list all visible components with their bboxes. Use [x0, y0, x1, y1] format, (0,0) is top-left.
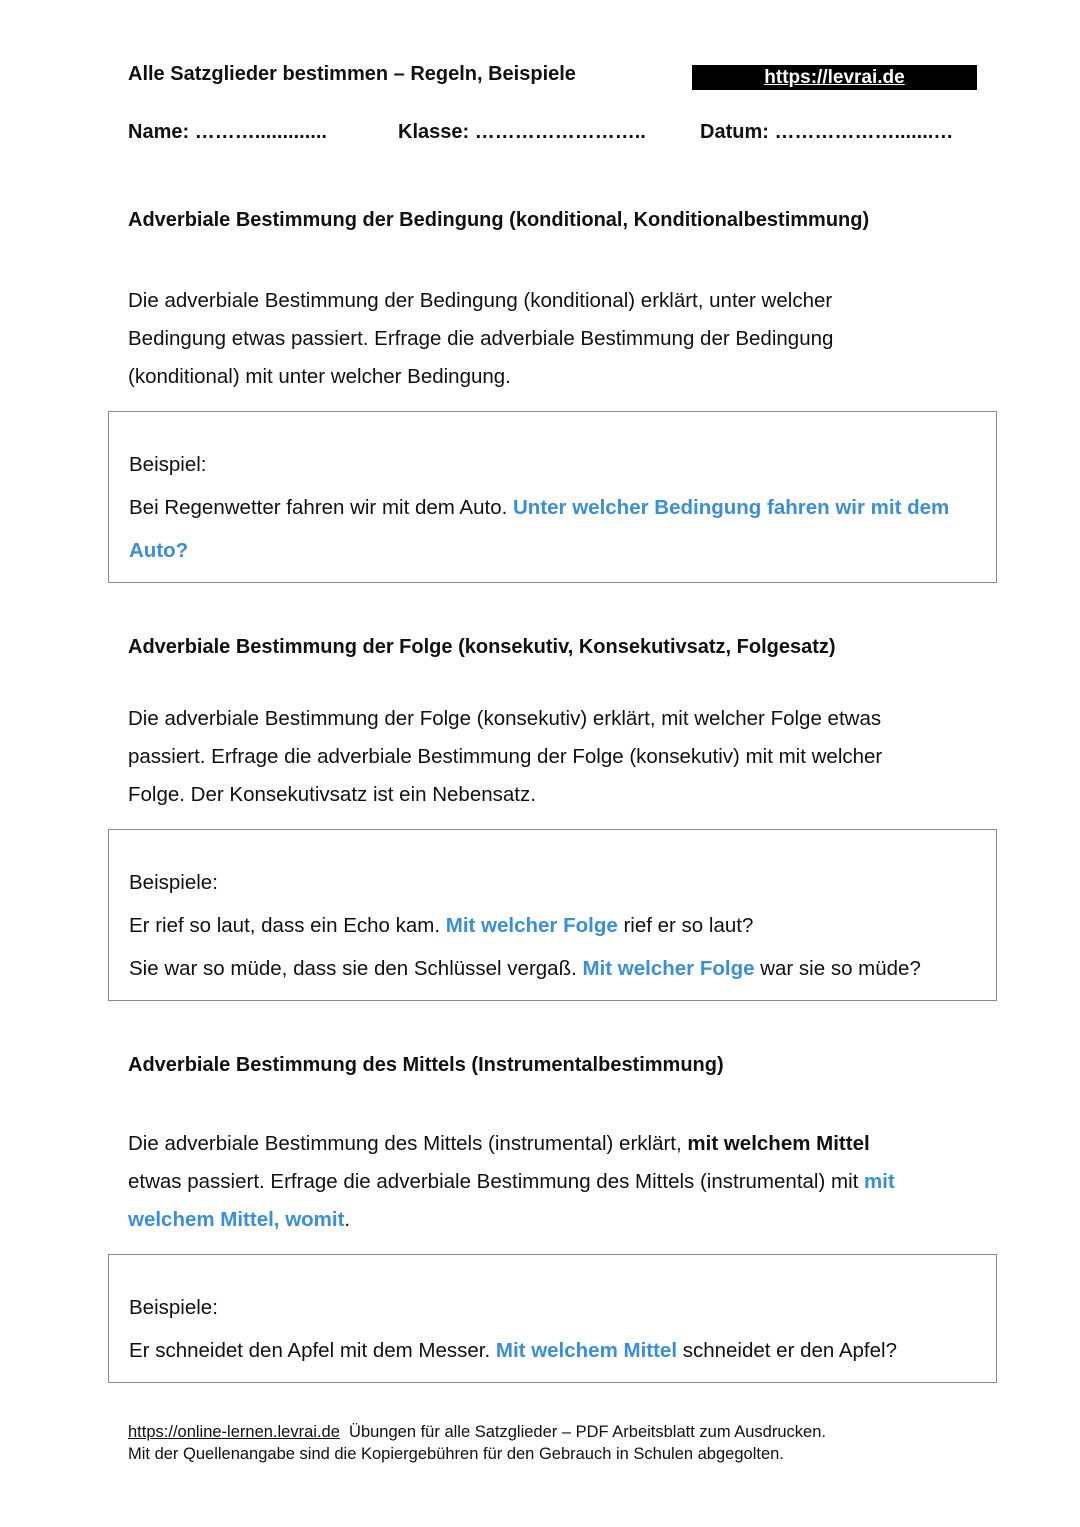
date-field: Datum: ……………….......…: [700, 121, 954, 143]
example-question: Mit welcher Folge: [582, 957, 755, 980]
paragraph-line: [128, 1125, 958, 1163]
example-line: [129, 486, 969, 572]
example-label: Beispiele:: [129, 1296, 218, 1319]
example-line: [129, 904, 989, 947]
paragraph-line: passiert. Erfrage die adverbiale Bestimmung der Folge (konsekutiv) mit mit welcher: [128, 745, 883, 768]
paragraph-line: Die adverbiale Bestimmung der Folge (konsekutiv) erklärt, mit welcher Folge etwas: [128, 707, 882, 730]
footer-line: [128, 1421, 826, 1443]
footer-text: Übungen für alle Satzglieder – PDF Arbeitsblatt zum Ausdrucken.: [339, 1423, 826, 1441]
example-box-consequence: [108, 829, 997, 1001]
paragraph-highlight: mit: [864, 1170, 895, 1193]
example-content: [129, 861, 989, 990]
section-heading-condition: Adverbiale Bestimmung der Bedingung (konditional, Konditionalbestimmung): [128, 209, 870, 231]
example-line: [129, 947, 989, 990]
section-heading-consequence: Adverbiale Bestimmung der Folge (konsekutiv, Konsekutivsatz, Folgesatz): [128, 636, 836, 658]
example-rest: war sie so müde?: [754, 957, 921, 980]
paragraph-text: .: [344, 1208, 351, 1231]
section-paragraph-instrumental: [128, 1125, 958, 1239]
paragraph-highlight: welchem Mittel, womit: [128, 1208, 345, 1231]
example-line: [129, 1329, 989, 1372]
footer-line: Mit der Quellenangabe sind die Kopiergebühren für den Gebrauch in Schulen abgegolten.: [128, 1445, 784, 1463]
paragraph-line: [128, 1201, 958, 1239]
site-url-link[interactable]: https://levrai.de: [692, 65, 977, 90]
section-paragraph-condition: [128, 282, 958, 396]
example-content: [129, 443, 969, 572]
paragraph-line: Bedingung etwas passiert. Erfrage die adverbiale Bestimmung der Bedingung: [128, 327, 834, 350]
paragraph-line: Die adverbiale Bestimmung der Bedingung (konditional) erklärt, unter welcher: [128, 289, 833, 312]
footer-link[interactable]: https://online-lernen.levrai.de: [128, 1423, 340, 1441]
example-rest: schneidet er den Apfel?: [677, 1339, 897, 1362]
paragraph-text: Die adverbiale Bestimmung des Mittels (instrumental) erklärt,: [128, 1132, 688, 1155]
example-box-instrumental: [108, 1254, 997, 1383]
paragraph-text: etwas passiert. Erfrage die adverbiale Bestimmung des Mittels (instrumental) mit: [128, 1170, 865, 1193]
example-rest: rief er so laut?: [617, 914, 754, 937]
paragraph-line: (konditional) mit unter welcher Bedingung.: [128, 365, 511, 388]
example-content: [129, 1286, 989, 1372]
class-field: Klasse: ……………………..: [398, 121, 646, 143]
paragraph-line: [128, 1163, 958, 1201]
example-label: Beispiele:: [129, 871, 218, 894]
footer: [128, 1421, 826, 1465]
section-heading-instrumental: Adverbiale Bestimmung des Mittels (Instrumentalbestimmung): [128, 1054, 724, 1076]
example-question: Unter welcher Bedingung fahren wir mit dem Auto?: [129, 496, 950, 562]
paragraph-bold: mit welchem Mittel: [687, 1132, 870, 1155]
name-field: Name: ……….............: [128, 121, 327, 143]
worksheet-title: Alle Satzglieder bestimmen – Regeln, Beispiele: [128, 63, 576, 85]
example-label: Beispiel:: [129, 453, 207, 476]
example-box-condition: [108, 411, 997, 583]
example-sentence: Sie war so müde, dass sie den Schlüssel vergaß.: [129, 957, 583, 980]
example-sentence: Er schneidet den Apfel mit dem Messer.: [129, 1339, 496, 1362]
example-question: Mit welcher Folge: [445, 914, 618, 937]
example-sentence: Er rief so laut, dass ein Echo kam.: [129, 914, 446, 937]
example-question: Mit welchem Mittel: [495, 1339, 678, 1362]
example-sentence: Bei Regenwetter fahren wir mit dem Auto.: [129, 496, 513, 519]
paragraph-line: Folge. Der Konsekutivsatz ist ein Nebensatz.: [128, 783, 536, 806]
section-paragraph-consequence: [128, 700, 958, 814]
